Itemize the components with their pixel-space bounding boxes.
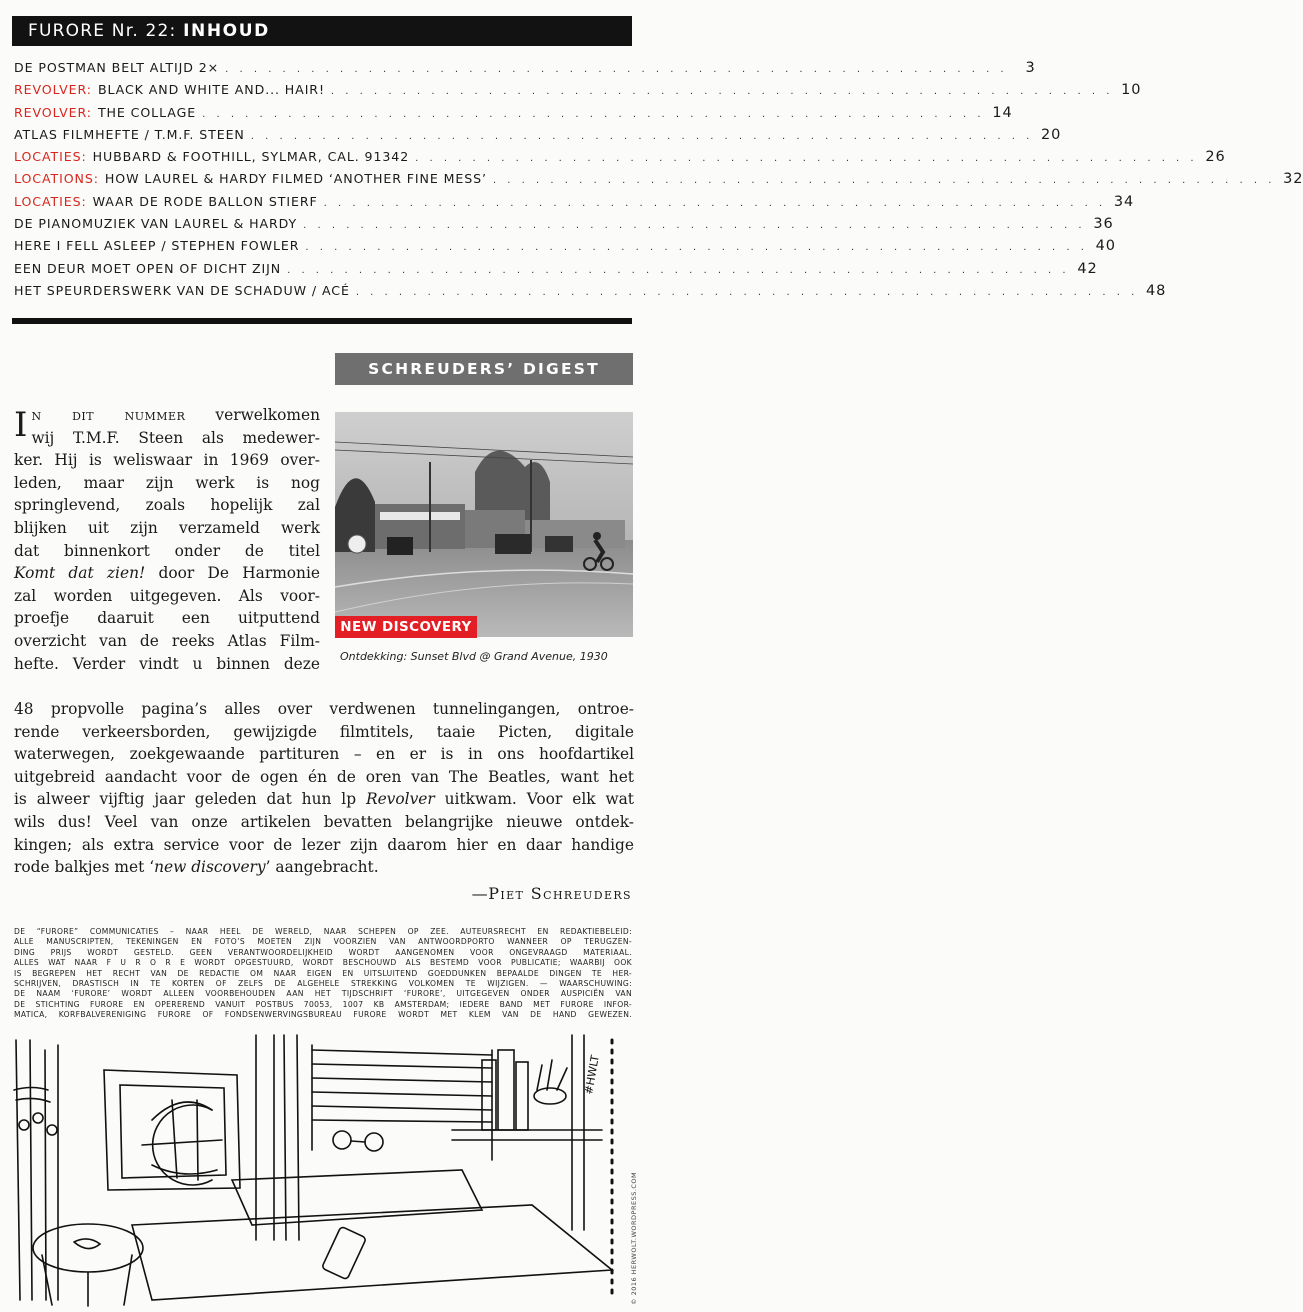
article-line: wij T.M.F. Steen als medewer-	[31, 428, 320, 447]
toc-page-number: 10	[1121, 82, 1142, 99]
toc-leader: . . . . . . . . . . . . . . . . . . . . . . . . . . . . . . . . . . . . . . . . . . . . . . . . . . . . . . .	[323, 197, 1107, 209]
lead-small-caps: n dit nummer	[31, 406, 186, 424]
divider-rule	[12, 318, 632, 324]
colophon-line: ALLE MANUSCRIPTEN, TEKENINGEN EN FOTO’S MOETEN ZIJN VOORZIEN VAN ANTWOORDPORTO WANNEER OP TERUGZEN-	[14, 937, 632, 947]
article-line: dat binnenkort onder de titel	[14, 541, 320, 560]
toc-leader: . . . . . . . . . . . . . . . . . . . . . . . . . . . . . . . . . . . . . . . . . . . . . . . . . . . . . . .	[225, 64, 1008, 75]
toc-keyword: LOCATIES:	[14, 149, 87, 165]
article-line: springlevend, zoals hopelijk zal	[14, 496, 320, 515]
article-line: wils dus! Veel van onze artikelen bevatten belangrijke nieuwe ontdek-	[14, 812, 634, 831]
article-line: rende verkeersborden, gewijzigde filmtitels, taaie Picten, digitale	[14, 722, 634, 741]
toc-leader: . . . . . . . . . . . . . . . . . . . . . . . . . . . . . . . . . . . . . . . . . . . . . . . . . . . . . . .	[250, 130, 1034, 142]
article-line: is alweer vijftig jaar geleden dat hun lp Revolver uitkwam. Voor elk wat	[14, 790, 634, 809]
article-line: leden, maar zijn werk is nog	[14, 473, 320, 492]
toc-title: HERE I FELL ASLEEP / STEPHEN FOWLER	[14, 238, 300, 254]
toc-title: DE POSTMAN BELT ALTIJD 2×	[14, 60, 220, 75]
header-title: INHOUD	[183, 21, 270, 41]
colophon-line: IS BEGREPEN HET RECHT VAN DE REDACTIE OM NAAR EIGEN EN UITSLUITEND GOEDDUNKEN BEPAALDE DINGEN TE HER-	[14, 968, 632, 978]
article-line: waterwegen, zoekgewaande partituren – en er is in ons hoofdartikel	[14, 745, 634, 764]
toc-row	[14, 171, 1303, 193]
article-line: 48 propvolle pagina’s alles over verdwenen tunnelingangen, ontroe-	[14, 700, 634, 718]
toc-leader: . . . . . . . . . . . . . . . . . . . . . . . . . . . . . . . . . . . . . . . . . . . . . . . . . . . . . . .	[492, 175, 1276, 187]
colophon-line: ALLES WAT NAAR F U R O R E WORDT OPGESTUURD, WORDT BESCHOUWD ALS BESTEMD VOOR PUBLICATIE; WAARBIJ OOK	[14, 958, 632, 968]
toc-title: EEN DEUR MOET OPEN OF DICHT ZIJN	[14, 260, 282, 276]
toc-keyword: REVOLVER:	[14, 82, 92, 98]
toc-page-number: 48	[1146, 282, 1167, 299]
toc-page-number: 20	[1040, 126, 1062, 143]
toc-keyword: LOCATIES:	[14, 193, 87, 209]
toc-page-number: 34	[1113, 193, 1135, 210]
toc-keyword: LOCATIONS:	[14, 171, 99, 187]
toc-row	[14, 60, 1036, 82]
toc-leader: . . . . . . . . . . . . . . . . . . . . . . . . . . . . . . . . . . . . . . . . . . . . . . . . . . . . . . .	[287, 264, 1070, 276]
toc-title: HET SPEURDERSWERK VAN DE SCHADUW / ACÉ	[14, 282, 350, 298]
toc-row	[14, 126, 1062, 149]
toc-leader: . . . . . . . . . . . . . . . . . . . . . . . . . . . . . . . . . . . . . . . . . . . . . . . . . . . . . . .	[355, 286, 1139, 298]
toc-title: WAAR DE RODE BALLON STIERF	[92, 193, 318, 209]
toc-keyword: REVOLVER:	[14, 104, 92, 120]
article-line: Komt dat zien! door De Harmonie	[14, 564, 320, 583]
drop-cap: I	[14, 405, 28, 445]
toc-page-number: 32	[1283, 171, 1303, 188]
colophon-line: DING PRIJS WORDT GESTELD. GEEN VERANTWOORDELIJKHEID WORDT AANGENOMEN VOOR ONGEVRAAGD MATERIAAL.	[14, 947, 632, 957]
colophon-line: MATICA, KORFBALVERENIGING FURORE OF FONDSENWERVINGSBUREAU FURORE WORDT MET KLEM VAN DE HAND GEWEZEN.	[14, 1010, 632, 1020]
article-line: rode balkjes met ‘new discovery’ aangebracht.	[14, 858, 379, 877]
photo-caption: Ontdekking: Sunset Blvd @ Grand Avenue, 1930	[340, 650, 608, 663]
new-discovery-badge: NEW DISCOVERY	[335, 616, 477, 638]
toc-leader: . . . . . . . . . . . . . . . . . . . . . . . . . . . . . . . . . . . . . . . . . . . . . . . . . . . . . . .	[305, 242, 1088, 254]
colophon-line: SCHRIJVEN, DRASTISCH IN TE KORTEN OF ZELFS DE ALGEHELE STREKKING VOLKOMEN TE WIJZIGEN. — WAARSCHUWING:	[14, 979, 632, 989]
toc-row	[14, 149, 1226, 171]
page-header	[12, 16, 632, 46]
article-line: hefte. Verder vindt u binnen deze	[14, 654, 320, 673]
section-tag: SCHREUDERS’ DIGEST	[335, 353, 633, 385]
toc-row	[14, 216, 1114, 238]
room-sketch	[12, 1030, 628, 1308]
toc-title: HUBBARD & FOOTHILL, SYLMAR, CAL. 91342	[92, 149, 410, 165]
toc-leader: . . . . . . . . . . . . . . . . . . . . . . . . . . . . . . . . . . . . . . . . . . . . . . . . . . . . . . .	[202, 108, 985, 120]
toc-title: BLACK AND WHITE AND... HAIR!	[97, 82, 325, 98]
drawing-signature: #HWLT	[582, 1054, 602, 1096]
toc-title: THE COLLAGE	[97, 104, 197, 120]
toc-row	[14, 260, 1098, 283]
image-credit: © 2016 HERWOLT.WORDPRESS.COM	[630, 1171, 638, 1305]
article-body	[14, 698, 634, 879]
article-line: uitgebreid aandacht voor de ogen én de oren van The Beatles, want het	[14, 767, 634, 786]
article-line: kingen; als extra service voor de lezer zijn daarom hier en daar handige	[14, 835, 634, 854]
toc-leader: . . . . . . . . . . . . . . . . . . . . . . . . . . . . . . . . . . . . . . . . . . . . . . . . . . . . . . .	[303, 220, 1086, 232]
toc-row	[14, 282, 1167, 305]
toc-page-number: 40	[1095, 238, 1116, 255]
street-photo	[335, 412, 633, 637]
toc-row	[14, 193, 1135, 216]
toc-page-number: 42	[1077, 260, 1098, 277]
article-line: blijken uit zijn verzameld werk	[14, 518, 320, 537]
toc-leader: . . . . . . . . . . . . . . . . . . . . . . . . . . . . . . . . . . . . . . . . . . . . . . . . . . . . . . .	[415, 153, 1198, 165]
toc-title: HOW LAUREL & HARDY FILMED ‘ANOTHER FINE MESS’	[104, 171, 487, 187]
author-name: Piet Schreuders	[488, 884, 632, 903]
toc-page-number: 26	[1205, 149, 1226, 166]
toc-page-number: 36	[1093, 216, 1114, 233]
toc-title: ATLAS FILMHEFTE / T.M.F. STEEN	[14, 126, 245, 142]
colophon-line: DE NAAM ‘FURORE’ WORDT ALLEEN VOORBEHOUDEN AAN HET TIJDSCHRIFT ‘FURORE’, UITGEGEVEN ONDER AUSPICIËN VAN	[14, 989, 632, 999]
article-line: zal worden uitgegeven. Als voor-	[14, 586, 320, 605]
colophon	[14, 927, 632, 1021]
author-signature: —Piet Schreuders	[471, 884, 632, 903]
toc-row	[14, 82, 1142, 104]
toc-title: DE PIANOMUZIEK VAN LAUREL & HARDY	[14, 216, 298, 232]
colophon-line: DE STICHTING FURORE EN OPEREREND VANUIT POSTBUS 70053, 1007 KB AMSTERDAM; IEDERE BAND MET FURORE INFOR-	[14, 999, 632, 1009]
colophon-line: DE “FURORE” COMMUNICATIES – NAAR HEEL DE WERELD, NAAR SCHEPEN OP ZEE. AUTEURSRECHT EN REDAKTIEBELEID:	[14, 927, 632, 936]
article-line: overzicht van de reeks Atlas Film-	[14, 631, 320, 650]
toc-page-number: 14	[992, 104, 1013, 121]
toc-leader: . . . . . . . . . . . . . . . . . . . . . . . . . . . . . . . . . . . . . . . . . . . . . . . . . . . . . . .	[330, 86, 1114, 98]
toc-row	[14, 238, 1116, 260]
article-intro	[14, 404, 320, 675]
table-of-contents	[14, 60, 1303, 305]
toc-row	[14, 104, 1013, 127]
header-prefix: FURORE Nr. 22:	[28, 21, 177, 41]
article-line: proefje daaruit een uitputtend	[14, 609, 320, 628]
article-line: n dit nummer verwelkomen	[31, 406, 320, 424]
toc-page-number: 3	[1025, 60, 1036, 76]
article-line: ker. Hij is weliswaar in 1969 over-	[14, 451, 320, 470]
